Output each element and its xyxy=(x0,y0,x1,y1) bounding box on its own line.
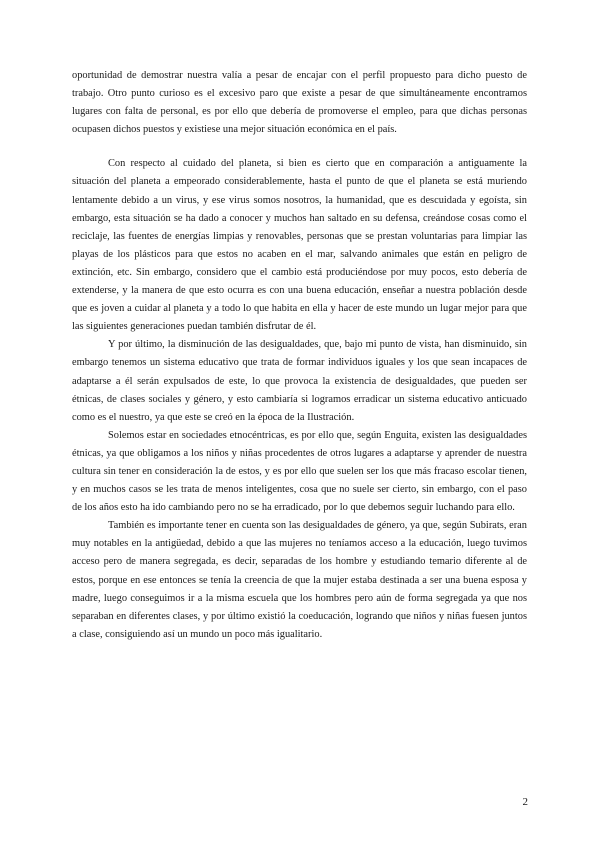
page-number: 2 xyxy=(522,796,528,808)
paragraph-5: También es importante tener en cuenta son las desigualdades de género, ya que, según Subirats, eran muy notables en la antigüedad, debido a que las mujeres no teníamos acceso a la educación, luego tuvimos acceso pero de manera segregada, es decir, separadas de los hombre y estudiando temario diferente al de estos, porque en ese entonces se tenía la creencia de que la mujer estaba destinada a ser una buena esposa y madre, luego conseguimos ir a la misma escuela que los hombres pero aún de forma segregada ya que nos separaban en diferentes clases, y por último existió la coeducación, logrando que niños y niñas fuesen juntos a clase, consiguiendo así un mundo un poco más igualitario. xyxy=(72,520,527,640)
paragraph-4: Solemos estar en sociedades etnocéntricas, es por ello que, según Enguita, existen las desigualdades étnicas, ya que obligamos a los niños y niñas procedentes de otros lugares a adaptarse y aprender de nuestra cultura sin tener en consideración la de estos, y es por ello que suelen ser los que más fracaso escolar tienen, y en muchos casos se les trata de menos inteligentes, cosa que no suele ser cierto, sin embargo, con el paso de los años esto ha ido cambiando pero no se ha erradicado, por lo que debemos seguir luchando para ello. xyxy=(72,429,527,514)
paragraph-1: oportunidad de demostrar nuestra valía a pesar de encajar con el perfil propuesto para dicho puesto de trabajo. Otro punto curioso es el excesivo paro que existe a pesar de que simultáneamente encontramos lugares con falta de personal, es por ello que debería de promoverse el empleo, para que dichas personas ocupasen dichos puestos y existiese una mejor situación económica en el país. xyxy=(72,70,527,136)
paragraph-2: Con respecto al cuidado del planeta, si bien es cierto que en comparación a antiguamente la situación del planeta a empeorado considerablemente, hasta el punto de que el planeta se está muriendo lentamente debido a un virus, y ese virus somos nosotros, la humanidad, que es descuidada y egoísta, sin embargo, esta situación se ha dado a conocer y muchos han saltado en su defensa, creándose cosas como el reciclaje, las fuentes de energías limpias y renovables, personas que se prestan voluntarias para limpiar las playas de los plásticos para que estos no acaben en el mar, salvando animales que están en peligro de extinción, etc. Sin embargo, considero que el cambio está produciéndose por muy pocos, esto debería de extenderse, y la manera de que esto ocurra es con una buena educación, enseñar a nuestra población desde que es joven a cuidar al planeta y a todo lo que habita en ella y hacer de este mundo un lugar mejor para que las siguientes generaciones puedan también disfrutar de él. xyxy=(72,158,527,333)
body-text xyxy=(72,67,527,644)
paragraph-3: Y por último, la disminución de las desigualdades, que, bajo mi punto de vista, han disminuido, sin embargo tenemos un sistema educativo que trata de formar individuos iguales y los que sean incapaces de adaptarse a él serán expulsados de este, lo que provoca la existencia de desigualdades, que pueden ser étnicas, de clases sociales y género, y esto cambiaría si logramos erradicar un sistema educativo anticuado como es el nuestro, ya que este se creó en la época de la Ilustración. xyxy=(72,339,527,423)
